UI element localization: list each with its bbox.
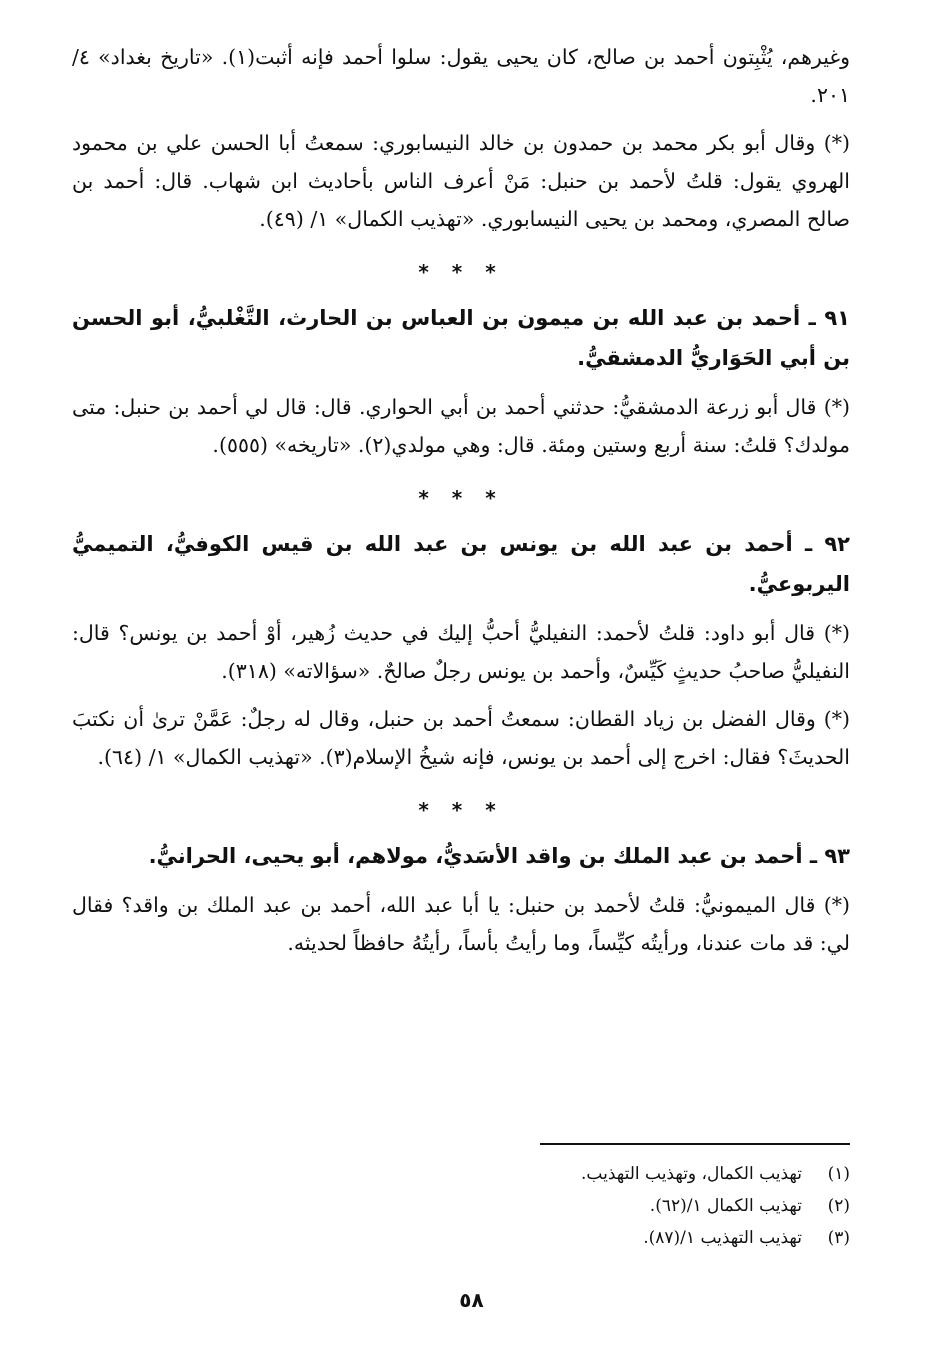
footnote-number: (٢) — [827, 1196, 850, 1216]
footnote-divider — [540, 1143, 850, 1145]
page-number: ٥٨ — [459, 1288, 484, 1312]
entry-heading-91: ٩١ ـ أحمد بن عبد الله بن ميمون بن العباس بن الحارث، التَّغْلبيُّ، أبو الحسن بن أبي الحَوَاريُّ الدمشقيُّ. — [72, 306, 850, 370]
footnote-item — [150, 1190, 850, 1222]
book-page — [72, 38, 850, 972]
footnote-number: (١) — [827, 1164, 850, 1184]
entry-heading-92: ٩٢ ـ أحمد بن عبد الله بن يونس بن عبد الله بن قيس الكوفيُّ، التميميُّ اليربوعيُّ. — [72, 532, 850, 596]
footnote-item — [150, 1158, 850, 1190]
paragraph-ibn-hamdun: (*) وقال أبو بكر محمد بن حمدون بن خالد النيسابوري: سمعتُ أبا الحسن علي بن محمود الهروي يقول: قلتُ لأحمد بن حنبل: مَنْ أعرف الناس بأحاديث ابن شهاب. قال: أحمد بن صالح المصري، ومحمد بن يحيى النيسابوري. «تهذيب الكمال» ١/ (٤٩). — [72, 131, 850, 231]
paragraph-al-fadl-ibn-ziyad: (*) وقال الفضل بن زياد القطان: سمعتُ أحمد بن حنبل، وقال له رجلٌ: عَمَّنْ ترىٰ أن نكتبَ الحديثَ؟ فقال: اخرج إلى أحمد بن يونس، فإنه شيخُ الإسلام(٣). «تهذيب الكمال» ١/ (٦٤). — [72, 707, 850, 769]
footnotes — [150, 1158, 850, 1254]
paragraph-al-maymuni: (*) قال الميمونيُّ: قلتُ لأحمد بن حنبل: يا أبا عبد الله، أحمد بن عبد الملك بن واقد؟ فقال لي: قد مات عندنا، ورأيتُه كيِّساً، وما رأيتُ بأساً، رأيتُهُ حافظاً لحديثه. — [72, 893, 850, 955]
section-separator: * * * — [418, 260, 504, 284]
entry-heading-93: ٩٣ ـ أحمد بن عبد الملك بن واقد الأسَديُّ، مولاهم، أبو يحيى، الحرانيُّ. — [148, 844, 850, 868]
footnote-item — [150, 1222, 850, 1254]
footnote-number: (٣) — [827, 1228, 850, 1248]
section-separator: * * * — [418, 798, 504, 822]
paragraph-abu-zurah: (*) قال أبو زرعة الدمشقيُّ: حدثني أحمد بن أبي الحواري. قال: قال لي أحمد بن حنبل: متى مولدك؟ قلتُ: سنة أربع وستين ومئة. قال: وهي مولدي(٢). «تاريخه» (٥٥٥). — [72, 395, 850, 457]
footnote-text: تهذيب الكمال ١/(٦٢). — [649, 1196, 802, 1216]
paragraph-abu-dawud: (*) قال أبو داود: قلتُ لأحمد: النفيليُّ أحبُّ إليك في حديث زُهير، أوْ أحمد بن يونس؟ قال: النفيليُّ صاحبُ حديثٍ كَيِّسٌ، وأحمد بن يونس رجلٌ صالحٌ. «سؤالاته» (٣١٨). — [72, 621, 850, 683]
paragraph-ahmad-ibn-salih-end: وغيرهم، يُثْبِتون أحمد بن صالح، كان يحيى يقول: سلوا أحمد فإنه أثبت(١). «تاريخ بغداد» ٤/ ٢٠١. — [72, 45, 850, 107]
section-separator: * * * — [418, 486, 504, 510]
footnote-text: تهذيب التهذيب ١/(٨٧). — [643, 1228, 802, 1248]
footnote-text: تهذيب الكمال، وتهذيب التهذيب. — [580, 1164, 802, 1184]
